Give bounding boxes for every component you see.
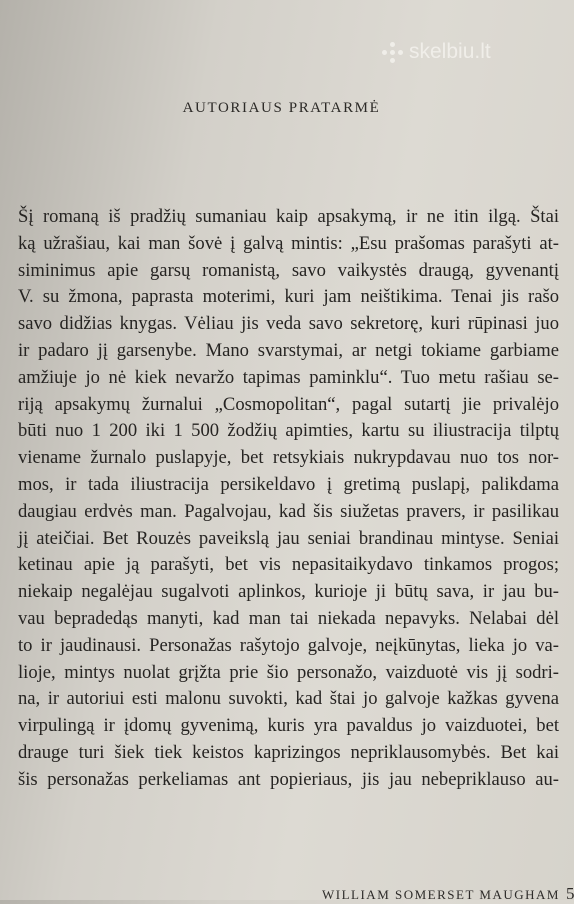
footer-author: WILLIAM SOMERSET MAUGHAM (322, 887, 560, 902)
text-line: niekaip negalėjau sugalvoti aplinkos, kurioje ji būtų sava, ir jau bu- (18, 581, 559, 603)
text-line: šis personažas perkeliamas ant popieriaus, jis jau nebepriklauso au- (18, 768, 559, 790)
watermark (382, 40, 491, 64)
page-number: 5 (565, 884, 574, 903)
page-footer (322, 884, 574, 904)
text-line: drauge turi šiek tiek keistos kaprizingos nepriklausomybės. Bet kai (18, 741, 559, 763)
text-line: viename žurnalo puslapyje, bet retsykiais nukrypdavau nuo tos nor- (18, 447, 559, 469)
text-line: na, ir autoriui esti malonu suvokti, kad štai jo galvoje kažkas gyvena (18, 688, 559, 710)
text-line: lioje, mintys nuolat grįžta prie šio personažo, vaizduotė vis jį sodri- (18, 661, 559, 683)
chapter-heading: AUTORIAUS PRATARMĖ (182, 100, 381, 116)
text-line: būti nuo 1 200 iki 1 500 žodžių apimties, kartu su iliustracija tilptų (18, 420, 559, 442)
text-line: ką užrašiau, kai man šovė į galvą mintis: „Esu prašomas parašyti at- (18, 232, 559, 254)
watermark-dots-icon (382, 42, 403, 63)
text-line: savo didžias knygas. Vėliau jis veda savo sekretorę, kuri rūpinasi juo (18, 313, 559, 335)
text-line: riją apsakymų žurnalui „Cosmopolitan“, pagal sutartį jie privalėjo (18, 393, 559, 415)
text-line: to ir jaudinausi. Personažas rašytojo galvoje, neįkūnytas, lieka jo va- (18, 634, 559, 656)
text-line: Šį romaną iš pradžių sumaniau kaip apsakymą, ir ne itin ilgą. Štai (18, 206, 559, 227)
text-line: siminimus apie garsų romanistą, savo vaikystės draugą, gyvenantį (18, 259, 559, 281)
text-line: mos, ir tada iliustracija persikeldavo į gretimą puslapį, palikdama (18, 473, 559, 495)
text-line: ir padaro jį garsenybe. Mano svarstymai, ar netgi tokiame garbiame (18, 339, 559, 361)
text-line: vau bepradedąs manyti, kad man tai niekada nepavyks. Nelabai dėl (18, 607, 559, 629)
text-line: jį ateičiai. Bet Rouzės paveikslą jau seniai brandinau mintyse. Seniai (18, 527, 559, 549)
watermark-text: skelbiu.lt (409, 40, 491, 63)
text-line: daugiau erdvės man. Pagalvojau, kad šis siužetas pravers, ir pasilikau (18, 500, 559, 522)
text-line: V. su žmona, paprasta moterimi, kuri jam neištikima. Tenai jis rašo (18, 286, 559, 308)
body-text (18, 204, 559, 794)
text-line: virpulingą ir įdomų gyvenimą, kuris yra pavaldus jo vaizduotei, bet (18, 715, 559, 737)
text-line: amžiuje jo nė kiek nevaržo tapimas paminklu“. Tuo metu rašiau se- (18, 366, 559, 388)
text-line: ketinau apie ją parašyti, bet vis nepasitaikydavo tinkamos progos; (18, 554, 559, 576)
